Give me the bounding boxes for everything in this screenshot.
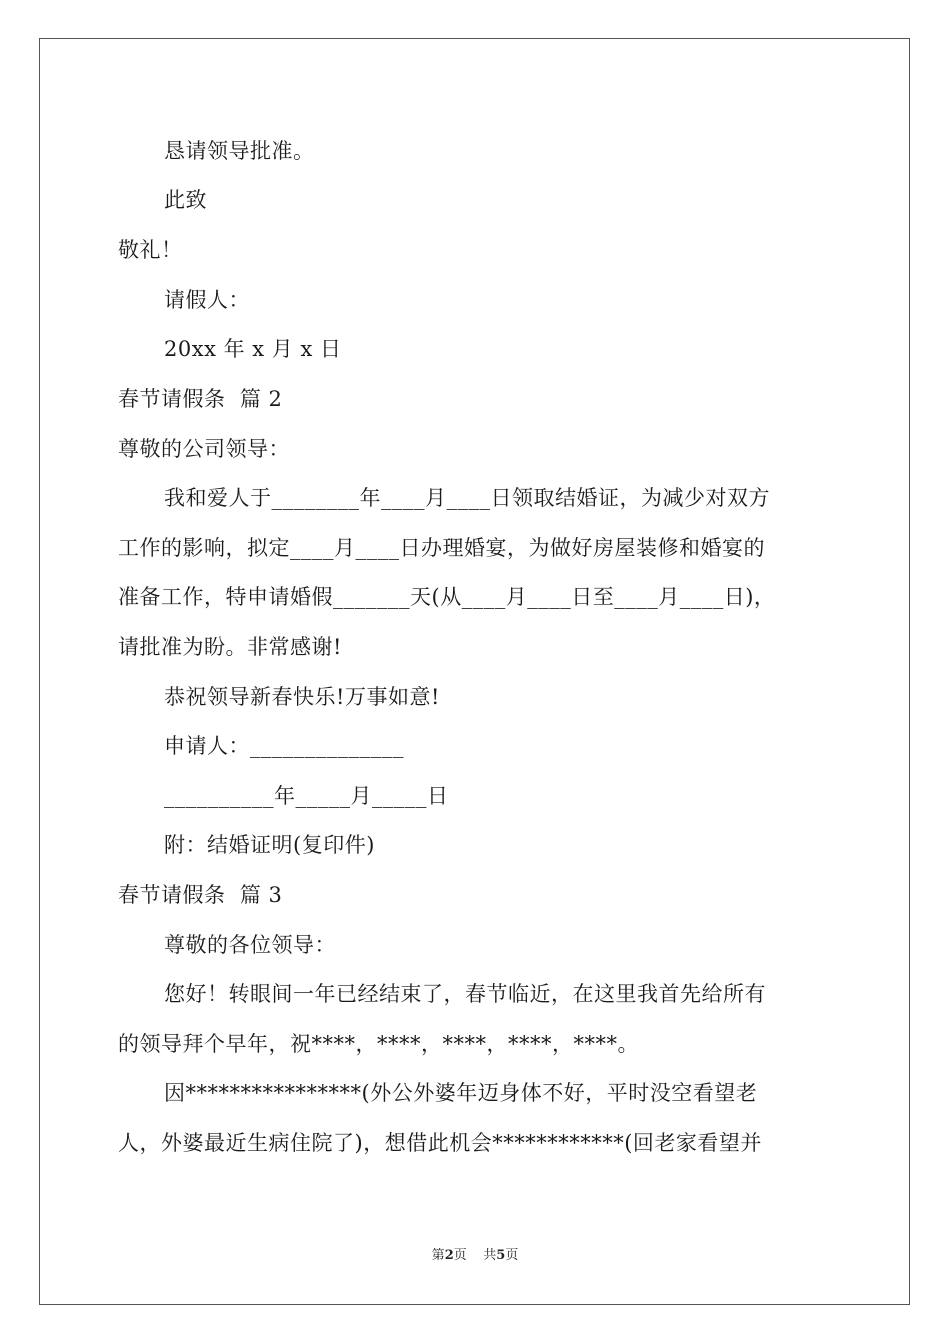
text-line: 我和爱人于________年____月____日领取结婚证，为减少对双方 <box>164 486 770 510</box>
text-line: 工作的影响，拟定____月____日办理婚宴，为做好房屋装修和婚宴的 <box>118 536 765 560</box>
text-line: 附：结婚证明(复印件) <box>164 833 375 857</box>
text-line: 人，外婆最近生病住院了)，想借此机会************(回老家看望并 <box>118 1131 762 1155</box>
text-line: 因****************(外公外婆年迈身体不好，平时没空看望老 <box>164 1081 758 1105</box>
section-heading: 春节请假条 篇 3 <box>118 883 283 907</box>
text-line: 敬礼！ <box>118 238 183 262</box>
text-line: 申请人：______________ <box>164 734 404 758</box>
text-line: 请批准为盼。非常感谢! <box>118 635 342 659</box>
text-line: 您好！转眼间一年已经结束了，春节临近，在这里我首先给所有 <box>164 982 766 1006</box>
text-line: 的领导拜个早年，祝****，****，****，****，****。 <box>118 1032 639 1056</box>
text-line: 恳请领导批准。 <box>164 139 315 163</box>
total-pages-number: 5 <box>496 1248 506 1263</box>
text-line: 恭祝领导新春快乐!万事如意! <box>164 685 440 709</box>
text-line: 请假人： <box>164 288 250 312</box>
text-line: __________年_____月_____日 <box>164 784 449 808</box>
text-line: 准备工作，特申请婚假_______天(从____月____日至____月____日)， <box>118 585 776 609</box>
footer-mid: 页 共 <box>453 1248 497 1263</box>
text-line: 尊敬的各位领导： <box>164 933 336 957</box>
current-page-number: 2 <box>444 1248 454 1263</box>
text-line: 尊敬的公司领导： <box>118 437 290 461</box>
page-footer <box>0 1247 950 1265</box>
section-heading: 春节请假条 篇 2 <box>118 387 283 411</box>
page-border <box>39 38 910 1305</box>
text-line: 20xx 年 x 月 x 日 <box>164 337 342 361</box>
footer-prefix: 第 <box>431 1248 445 1263</box>
footer-suffix: 页 <box>505 1248 519 1263</box>
text-line: 此致 <box>164 188 207 212</box>
